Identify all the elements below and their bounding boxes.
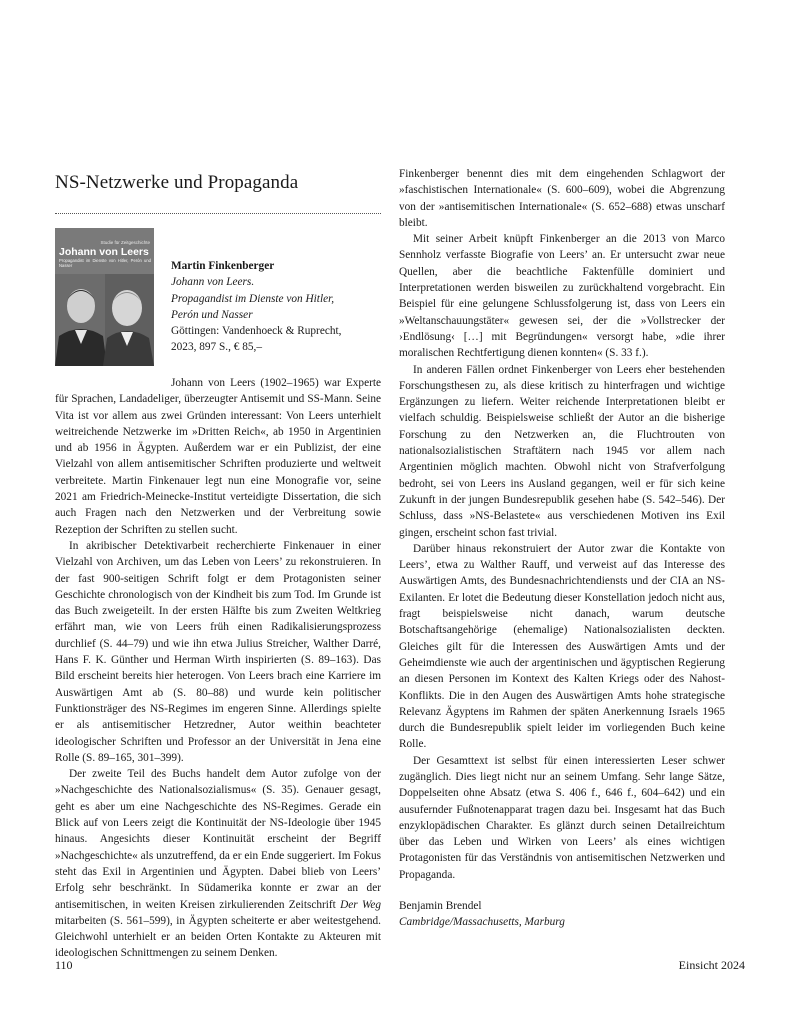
review-paragraph: Finkenberger benennt dies mit dem eingehenden Schlagwort der »faschistischen Internationale« (S. 600–609), wobei die Abgrenzung von der »antisemitischen Internationale« (S. 652–688) etwas unscharf bleibt. <box>399 168 725 229</box>
dotted-divider <box>55 213 381 214</box>
reviewer-location: Cambridge/Massachusetts, Marburg <box>399 916 565 929</box>
cover-series-label: Studie für Zeitgeschichte <box>100 240 150 245</box>
review-paragraph: Der Gesamttext ist selbst für einen interessierten Leser schwer zugänglich. Dies liegt nicht nur an seinem Umfang. Sehr lange Sätze, Doppelseiten ohne Absatz (etwa S. 406 f., 646 f., 604–642) und ein ausufernder Fußnotenapparat tragen dazu bei. Insgesamt hat das Buch enzyklopädischen Charakter. Es glänzt durch seinen Detailreichtum über das Leben und Wirken von Leers’ als eines wichtigen Protagonisten für das Verständnis von antisemitischen Netzwerken und Propaganda. <box>399 754 725 881</box>
book-title-line-2: Propagandist im Dienste von Hitler, <box>171 292 335 305</box>
cover-subtitle: Propagandist im Dienste von Hitler, Perón und Nasser <box>59 258 151 268</box>
cover-title: Johann von Leers <box>59 246 149 258</box>
right-column <box>399 166 725 931</box>
review-paragraph: Johann von Leers (1902–1965) war Experte für Sprachen, Landadeliger, überzeugter Antisemit und SS-Mann. Seine Vita ist vor allem aus zwei Gründen interessant: Von Leers unterhielt weitreichende Netzwerke im »Dritten Reich«, ab 1950 in Argentinien und ab 1956 in Ägypten. Außerdem war er ein Publizist, der eine Vielzahl von allem antisemitischer Schriften produzierte und weltweit verbreitete. Martin Finkenauer legt nun eine Monografie vor, seine 2021 am Friedrich-Meinecke-Institut verteidigte Dissertation, die sich auch Fragen nach den Netzwerken und der Verbreitung sowie Rezeption der Schriften zu stellen sucht. <box>55 377 381 536</box>
journal-footer: Einsicht 2024 <box>678 958 745 972</box>
book-publisher-line-2: 2023, 897 S., € 85,– <box>171 341 263 354</box>
book-title-line-1: Johann von Leers. <box>171 276 255 289</box>
cover-portrait-photo <box>55 274 154 366</box>
book-info-block <box>55 228 381 366</box>
page-number: 110 <box>55 958 73 972</box>
book-details <box>171 258 341 356</box>
book-publisher-line-1: Göttingen: Vandenhoeck & Ruprecht, <box>171 325 342 338</box>
review-paragraph: In akribischer Detektivarbeit recherchierte Finkenauer in einer Vielzahl von Archiven, um das Leben von Leers’ zu rekonstruieren. In der fast 900-seitigen Schrift folgt er dem Protagonisten seiner Geschichte chronologisch von der Kindheit bis zum Tod. Im Grunde ist das Buch zweigeteilt. In der ersten Hälfte bis zum Zweiten Weltkrieg erfährt man, wie von Leers früh einen Radikalisierungsprozess durchlief (S. 44–79) und wie ihn etwa Julius Streicher, Walther Darré, Hans F. K. Günther und Herman Wirth inspirierten (S. 89–163). Das Bild erscheint bereits hier heterogen. Von Leers brach eine Karriere im Auswärtigen Amt ab (S. 80–88) und wurde kein politischer Funktionsträger des NS-Regimes im engeren Sinne. Allerdings spielte er als antisemitischer Hetzredner, Autor weithin beachteter ideologischer Schriften und Professor an der Universität in Jena eine Rolle (S. 89–165, 301–399). <box>55 539 381 764</box>
review-paragraph: Mit seiner Arbeit knüpft Finkenberger an die 2013 von Marco Sennholz verfasste Biografie von Leers’ an. Er untersucht zwar neue Quellen, aber die beachtliche Faktenfülle dominiert und Interpretationen werden bisweilen zu zurückhaltend vorgebracht. Ein Beispiel für eine gelungene Schlussfolgerung ist, dass von Leers ein »Weltanschauungstäter« gewesen sei, der die »Vollstrecker der ›Endlösung‹ […] mit Begründungen« versorgt habe, »die ihrer moralischen Rechtfertigung dienen konnten« (S. 33 f.). <box>399 233 725 360</box>
review-paragraph: Darüber hinaus rekonstruiert der Autor zwar die Kontakte von Leers’, etwa zu Walther Rauff, und verweist auf das Interesse des Auswärtigen Amts, des Bundesnachrichtendiensts und der CIA an NS-Exilanten. Er lotet die Bedeutung dieser Konstellation jedoch nicht aus, fragt beispielsweise nicht danach, warum deutsche Botschaftsangehörige (ehemalige) Nationalsozialisten deckten. Gleiches gilt für die Interessen des Auswärtigen Amts und der Geheimdienste wie auch der argentinischen und ägyptischen Regierung an diesen Personen im Kontext des Kalten Kriegs oder des Nahost-Konflikts. Die in den Augen des Auswärtigen Amts hohe strategische Relevanz Ägyptens im Rahmen der späten Anerkennung Israels 1965 durch die Bundesrepublik spielt leider im vorliegenden Buch keine Rolle. <box>399 542 725 751</box>
reviewer-signature <box>399 898 725 931</box>
section-heading: NS-Netzwerke und Propaganda <box>55 172 299 193</box>
reviewer-name: Benjamin Brendel <box>399 900 482 913</box>
book-title-line-3: Perón und Nasser <box>171 308 253 321</box>
book-cover-image <box>55 228 154 366</box>
review-paragraph: In anderen Fällen ordnet Finkenberger von Leers eher bestehenden Forschungsthesen zu, als diese kritisch zu hinterfragen und wichtige Ergänzungen zu liefern. Weiter reichende Interpretationen bleibt er vielfach schuldig. Beispielsweise schließt der Autor an die bisherige Forschung zu den Netzwerken an, die Fluchtrouten von nationalsozialistischen Straftätern nach 1945 vor allem nach Argentinien möglich machten. Obwohl nicht von Strafverfolgung bedroht, sei von Leers ins Ausland gegangen, weil er für sich keine Zukunft in der jungen Bundesrepublik gesehen habe (S. 542–546). Der Schluss, dass »NS-Belastete« aus verschiedenen Motiven ins Exil gingen, erscheint schon fast trivial. <box>399 363 725 539</box>
review-text: mitarbeiten (S. 561–599), in Ägypten scheiterte er aber weitestgehend. Gleichwohl unterhielt er an beiden Orten Kontakte zu Akteuren mit ideologischen Schnittmengen zu seinem Denken. <box>55 914 381 960</box>
review-paragraph <box>55 766 381 962</box>
left-column <box>55 166 381 962</box>
review-text: Der zweite Teil des Buchs handelt dem Autor zufolge von der »Nachgeschichte des Nationalsozialismus« (S. 35). Genauer gesagt, geht es aber um eine Nachgeschichte des NS-Regimes. Gerade ein Blick auf von Leers zeigt die Kontinuität der NS-Ideologie über 1945 hinaus. Angesichts dieser Kontinuität erscheint der Begriff »Nachgeschichte« als unzutreffend, da er ein Ende suggeriert. Im Fokus steht das Exil in Argentinien und Ägypten. Dabei blieb von Leers’ Erfolg sehr beschränkt. In Südamerika konnte er zwar an der antisemitischen, in weiten Kreisen zirkulierenden Zeitschrift <box>55 768 381 911</box>
journal-title: Der Weg <box>340 898 381 911</box>
book-author: Martin Finkenberger <box>171 260 275 272</box>
